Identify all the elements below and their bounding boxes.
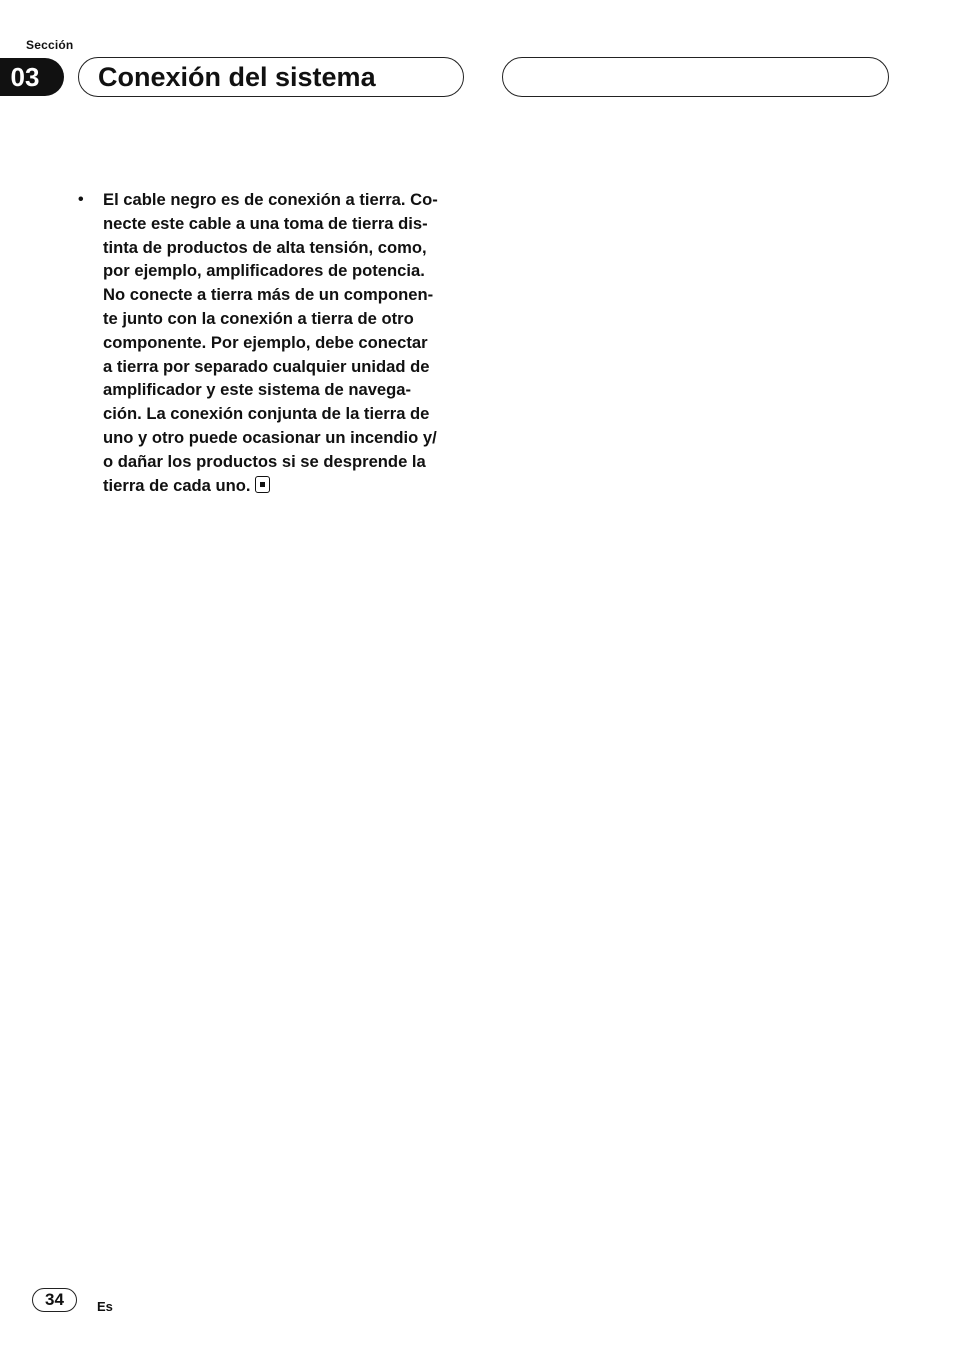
text-line: tinta de productos de alta tensión, como, — [103, 237, 427, 257]
section-label: Sección — [26, 38, 74, 52]
bullet-list-item — [78, 188, 468, 497]
main-content — [78, 188, 468, 497]
text-line: amplificador y este sistema de navega- — [103, 380, 412, 400]
text-line: por ejemplo, amplificadores de potencia. — [103, 261, 425, 281]
text-line: ción. La conexión conjunta de la tierra de — [103, 404, 430, 424]
text-line: No conecte a tierra más de un componen- — [103, 285, 434, 305]
bullet-text — [103, 188, 438, 497]
text-line: uno y otro puede ocasionar un incendio y/ — [103, 427, 437, 447]
text-line: El cable negro es de conexión a tierra. Co- — [103, 190, 438, 209]
text-line: componente. Por ejemplo, debe conectar — [103, 332, 428, 352]
page-number: 34 — [32, 1288, 77, 1312]
page-title: Conexión del sistema — [98, 61, 376, 92]
language-code: Es — [97, 1299, 113, 1314]
text-line-last — [103, 474, 438, 498]
text-line: o dañar los productos si se desprende la — [103, 451, 426, 471]
text-line: te junto con la conexión a tierra de otro — [103, 308, 414, 328]
end-of-section-icon — [255, 476, 270, 493]
bullet-icon: • — [78, 191, 84, 208]
header-empty-box — [502, 57, 889, 97]
section-title-box — [78, 57, 464, 97]
text-line: tierra de cada uno. — [103, 475, 251, 495]
text-line: necte este cable a una toma de tierra dis- — [103, 213, 428, 233]
section-number-tab: 03 — [0, 58, 64, 96]
text-line: a tierra por separado cualquier unidad de — [103, 356, 430, 376]
